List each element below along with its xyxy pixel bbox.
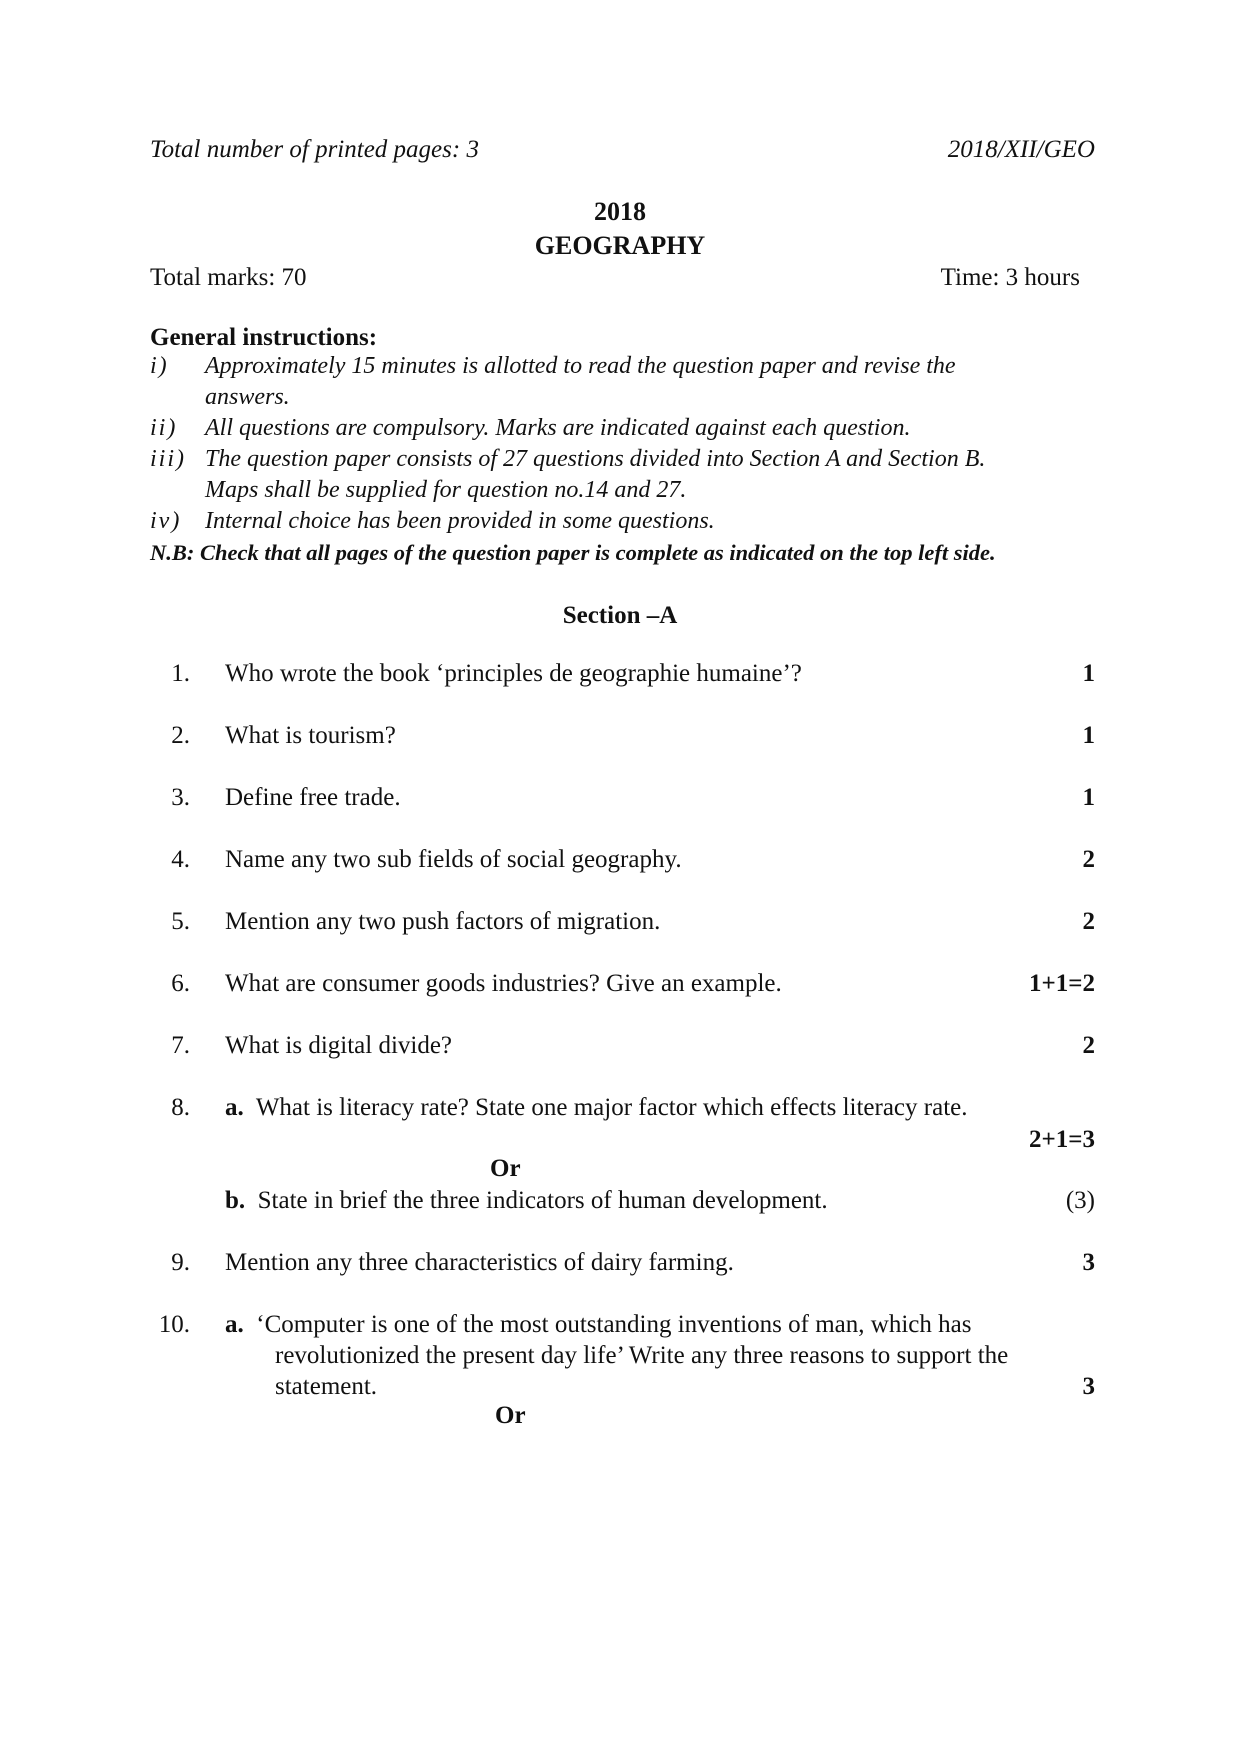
subject-title: GEOGRAPHY <box>534 231 706 260</box>
question-marks: 1+1=2 <box>1029 970 1095 997</box>
question-text <box>225 1185 1015 1216</box>
or-separator: Or <box>495 1402 526 1429</box>
question-text: What is digital divide? <box>225 1032 453 1059</box>
question-text: Mention any three characteristics of dairy farming. <box>225 1249 734 1276</box>
question-marks: (3) <box>1065 1187 1095 1214</box>
instruction-item <box>150 413 1095 444</box>
option-text: What is literacy rate? State one major factor which effects literacy rate. <box>255 1094 968 1121</box>
question-number: 4. <box>171 846 190 873</box>
question-number: 10. <box>158 1311 190 1338</box>
question-number: 3. <box>171 784 190 811</box>
question-text <box>225 1092 1095 1123</box>
exam-year: 2018 <box>594 197 646 226</box>
question-text-line: revolutionized the present day life’ Write any three reasons to support the <box>275 1342 1009 1369</box>
option-text: State in brief the three indicators of human development. <box>257 1187 828 1214</box>
question-text-line: statement. <box>275 1373 378 1400</box>
or-separator: Or <box>490 1155 521 1182</box>
instruction-number: iv) <box>150 508 182 534</box>
question-marks: 2 <box>1082 846 1095 873</box>
instruction-line: answers. <box>205 384 290 410</box>
instruction-item <box>150 444 1095 506</box>
page-header <box>150 136 1095 164</box>
instruction-number: iii) <box>150 446 186 472</box>
question-number: 6. <box>171 970 190 997</box>
question-marks: 3 <box>1082 1249 1095 1276</box>
instruction-line: The question paper consists of 27 questions divided into Section A and Section B. <box>205 446 986 472</box>
paper-code: 2018/XII/GEO <box>947 136 1095 163</box>
instruction-line: Internal choice has been provided in some questions. <box>205 508 715 534</box>
question-marks: 2 <box>1082 908 1095 935</box>
option-label: a. <box>225 1094 244 1121</box>
printed-pages-note: Total number of printed pages: 3 <box>150 136 479 163</box>
question-marks: 2 <box>1082 1032 1095 1059</box>
instruction-line: Maps shall be supplied for question no.14 and 27. <box>205 477 687 503</box>
question-text: What are consumer goods industries? Give an example. <box>225 970 782 997</box>
instruction-number: i) <box>150 353 169 379</box>
question-marks: 1 <box>1082 784 1095 811</box>
question-marks: 3 <box>1082 1373 1095 1400</box>
instructions-title: General instructions: <box>150 324 378 351</box>
time-allowed: Time: 3 hours <box>940 264 1080 291</box>
question-text: Who wrote the book ‘principles de geographie humaine’? <box>225 660 802 687</box>
question-text <box>225 1309 1095 1340</box>
question-number: 2. <box>171 722 190 749</box>
total-marks: Total marks: 70 <box>150 264 307 291</box>
question-marks: 2+1=3 <box>1029 1126 1095 1153</box>
option-label: a. <box>225 1311 244 1338</box>
question-text: Mention any two push factors of migration. <box>225 908 661 935</box>
option-label: b. <box>225 1187 246 1214</box>
question-number: 5. <box>171 908 190 935</box>
question-number: 1. <box>171 660 190 687</box>
instruction-number: ii) <box>150 415 178 441</box>
question-marks: 1 <box>1082 722 1095 749</box>
section-title: Section –A <box>562 602 678 629</box>
question-marks: 1 <box>1082 660 1095 687</box>
nb-note: N.B: Check that all pages of the question paper is complete as indicated on the top left side. <box>150 540 996 565</box>
instruction-line: Approximately 15 minutes is allotted to read the question paper and revise the <box>205 353 956 379</box>
instruction-item <box>150 351 1095 413</box>
question-number: 8. <box>171 1094 190 1121</box>
question-text: Name any two sub fields of social geography. <box>225 846 682 873</box>
question-text: Define free trade. <box>225 784 401 811</box>
question-number: 9. <box>171 1249 190 1276</box>
question-number: 7. <box>171 1032 190 1059</box>
option-text: ‘Computer is one of the most outstanding inventions of man, which has <box>256 1311 972 1338</box>
marks-time-row <box>150 264 1080 292</box>
instruction-line: All questions are compulsory. Marks are indicated against each question. <box>205 415 911 441</box>
instruction-item <box>150 506 1095 537</box>
question-text: What is tourism? <box>225 722 396 749</box>
